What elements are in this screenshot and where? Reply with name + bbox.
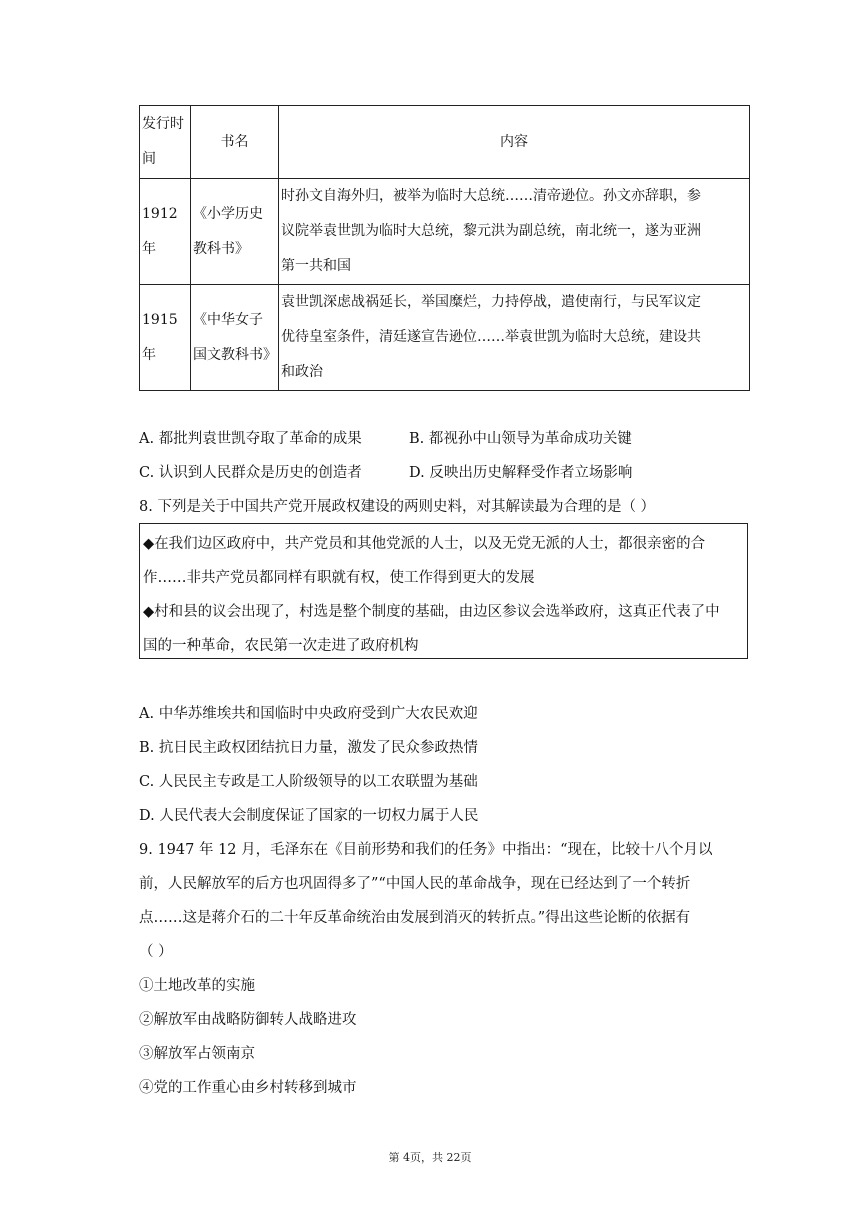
table-header-row — [140, 106, 750, 179]
row-book — [191, 179, 279, 285]
q9-stem-line: （ ） — [139, 944, 173, 960]
row-book — [191, 285, 279, 391]
table-row — [140, 285, 750, 391]
content-line: 议院举袁世凯为临时大总统，黎元洪为副总统，南北统一，遂为亚洲 — [281, 223, 701, 239]
q8-option-a[interactable]: A. 中华苏维埃共和国临时中央政府受到广大农民欢迎 — [139, 706, 478, 722]
content-line: 优待皇室条件，清廷遂宣告逊位……举袁世凯为临时大总统，建设共 — [281, 329, 701, 345]
q7-option-row-1 — [139, 427, 632, 448]
table-row — [140, 179, 750, 285]
row-year: 1912 年 — [140, 179, 191, 285]
q9-item-3: ③解放军占领南京 — [139, 1046, 255, 1062]
row-content — [279, 285, 750, 391]
book-line: 《中华女子 — [193, 311, 263, 328]
header-time-line2: 间 — [142, 151, 156, 167]
q9-item-4: ④党的工作重心由乡村转移到城市 — [139, 1080, 357, 1096]
page-footer: 第 4页，共 22页 — [388, 1151, 472, 1164]
content-line: 和政治 — [281, 364, 323, 380]
q7-option-d[interactable]: D. 反映出历史解释受作者立场影响 — [409, 465, 633, 481]
q8-option-d[interactable]: D. 人民代表大会制度保证了国家的一切权力属于人民 — [139, 808, 479, 824]
book-line: 《小学历史 — [193, 205, 263, 222]
header-content: 内容 — [279, 106, 750, 179]
q9-item-1: ①土地改革的实施 — [139, 978, 255, 994]
book-line: 国文教科书》 — [193, 346, 277, 363]
header-time — [140, 106, 191, 179]
quote-line: 国的一种革命，农民第一次走进了政府机构 — [143, 638, 419, 654]
header-book: 书名 — [191, 106, 279, 179]
q8-stem: 8. 下列是关于中国共产党开展政权建设的两则史料，对其解读最为合理的是（ ） — [139, 499, 656, 515]
textbook-comparison-table — [139, 105, 750, 391]
row-content — [279, 179, 750, 285]
content-line: 袁世凯深虑战祸延长，举国糜烂，力持停战，遣使南行，与民军议定 — [281, 294, 701, 310]
quote-line: 作……非共产党员都同样有职就有权，使工作得到更大的发展 — [143, 570, 535, 586]
q7-option-row-2 — [139, 461, 633, 482]
content-line: 第一共和国 — [281, 258, 351, 274]
content-line: 时孙文自海外归，被举为临时大总统……清帝逊位。孙文亦辞职，参 — [281, 188, 701, 204]
header-time-line1: 发行时 — [142, 116, 184, 132]
q7-option-c[interactable]: C. 认识到人民群众是历史的创造者 — [139, 465, 362, 481]
q9-stem-line: 9. 1947 年 12 月，毛泽东在《目前形势和我们的任务》中指出：“现在，比较十八个月以 — [139, 842, 713, 858]
q7-option-b[interactable]: B. 都视孙中山领导为革命成功关键 — [409, 431, 632, 447]
q8-option-c[interactable]: C. 人民民主专政是工人阶级领导的以工农联盟为基础 — [139, 774, 478, 790]
book-line: 教科书》 — [193, 240, 249, 257]
q9-stem-line: 前，人民解放军的后方也巩固得多了”“中国人民的革命战争，现在已经达到了一个转折 — [139, 876, 691, 892]
q9-item-2: ②解放军由战略防御转人战略进攻 — [139, 1012, 357, 1028]
q7-option-a[interactable]: A. 都批判袁世凯夺取了革命的成果 — [139, 431, 362, 447]
quote-line: ◆在我们边区政府中，共产党员和其他党派的人士，以及无党无派的人士，都很亲密的合 — [143, 536, 706, 552]
q8-option-b[interactable]: B. 抗日民主政权团结抗日力量，激发了民众参政热情 — [139, 740, 478, 756]
row-year: 1915 年 — [140, 285, 191, 391]
q8-source-box — [139, 523, 748, 659]
q9-stem-line: 点……这是蒋介石的二十年反革命统治由发展到消灭的转折点。”得出这些论断的依据有 — [139, 910, 691, 926]
quote-line: ◆村和县的议会出现了，村选是整个制度的基础，由边区参议会选举政府，这真正代表了中 — [143, 604, 720, 620]
